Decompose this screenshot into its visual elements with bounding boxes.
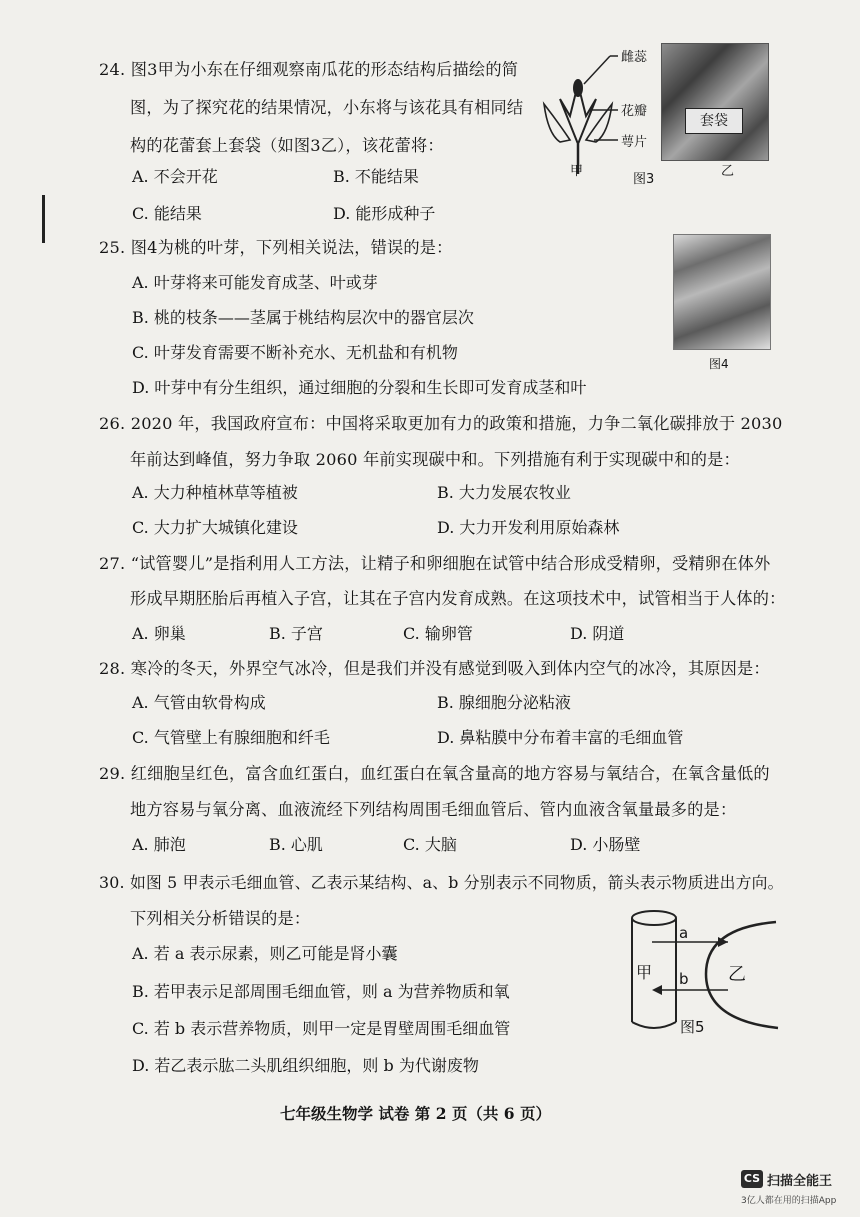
scanner-logo-icon: CS [741,1170,763,1188]
q26-line1: 26. 2020 年，我国政府宣布：中国将采取更加有力的政策和措施，力争二氧化碳排放于 2030 [99,414,783,433]
q30-option-c: C. 若 b 表示营养物质，则甲一定是胃壁周围毛细血管 [132,1019,511,1038]
figure3-label-yi: 乙 [721,164,735,179]
q28-line1: 28. 寒冷的冬天，外界空气冰冷，但是我们并没有感觉到吸入到体内空气的冰冷，其原因是： [99,659,770,678]
q30-line2: 下列相关分析错误的是： [130,909,311,928]
q25-line1-text: 25. 图4为桃的叶芽，下列相关说法，错误的是： [99,238,453,257]
figure5-label-b: b [679,970,689,988]
q25-option-b: B. 桃的枝条——茎属于桃结构层次中的器官层次 [132,308,474,327]
q24-option-b: B. 不能结果 [333,167,419,186]
q28-option-a: A. 气管由软骨构成 [132,693,266,712]
scanner-app-name: 扫描全能王 [767,1174,833,1189]
q24-line3: 构的花蕾套上套袋（如图3乙），该花蕾将： [130,136,444,155]
q24-line2: 图，为了探究花的结果情况，小东将与该花具有相同结 [130,98,524,117]
q24-option-c: C. 能结果 [132,204,202,223]
q25-line1 [99,234,453,258]
figure4-leaf-bud-photo [673,234,771,350]
q26-line2: 年前达到峰值，努力争取 2060 年前实现碳中和。下列措施有利于实现碳中和的是： [130,450,740,469]
figure5-caption: 图5 [680,1018,705,1036]
q24-line1: 24. 图3甲为小东在仔细观察南瓜花的形态结构后描绘的简 [99,60,519,79]
q26-option-c: C. 大力扩大城镇化建设 [132,518,298,537]
q29-option-c: C. 大脑 [403,835,457,854]
q27-line2: 形成早期胚胎后再植入子宫，让其在子宫内发育成熟。在这项技术中，试管相当于人体的： [130,589,786,608]
q27-option-d: D. 阴道 [570,624,625,643]
scanner-tagline: 3亿人都在用的扫描App [741,1196,837,1206]
figure3-label-jia: 甲 [570,164,584,179]
q26-option-a: A. 大力种植林草等植被 [132,483,298,502]
q29-option-a: A. 肺泡 [132,835,186,854]
figure5-label-jia: 甲 [636,963,653,982]
q26-option-b: B. 大力发展农牧业 [437,483,571,502]
figure3-bag-label: 套袋 [685,108,743,134]
figure3-bag-photo [661,43,769,161]
q24-option-d: D. 能形成种子 [333,204,436,223]
q28-option-d: D. 鼻粘膜中分布着丰富的毛细血管 [437,728,684,747]
q30-line1: 30. 如图 5 甲表示毛细血管、乙表示某结构、a、b 分别表示不同物质，箭头表示物质进出方向。 [99,873,784,892]
figure3-label-stamen: 雌蕊 [621,50,648,65]
q24-option-a: A. 不会开花 [132,167,218,186]
q29-line1: 29. 红细胞呈红色，富含血红蛋白，血红蛋白在氧含量高的地方容易与氧结合，在氧含量低的 [99,764,770,783]
figure5-label-a: a [679,924,689,942]
q25-option-a: A. 叶芽将来可能发育成茎、叶或芽 [132,273,378,292]
q30-option-a: A. 若 a 表示尿素，则乙可能是肾小囊 [132,944,398,963]
q26-option-d: D. 大力开发利用原始森林 [437,518,620,537]
q30-option-d: D. 若乙表示肱二头肌组织细胞，则 b 为代谢废物 [132,1056,479,1075]
q27-option-a: A. 卵巢 [132,624,186,643]
figure3-caption: 图3 [633,172,655,187]
q29-option-d: D. 小肠壁 [570,835,641,854]
figure5-label-yi: 乙 [728,964,746,985]
q28-option-c: C. 气管壁上有腺细胞和纤毛 [132,728,330,747]
q25-option-c: C. 叶芽发育需要不断补充水、无机盐和有机物 [132,343,458,362]
figure3-label-petal: 花瓣 [621,104,648,119]
page-footer: 七年级生物学 试卷 第 2 页（共 6 页） [280,1104,551,1123]
q28-option-b: B. 腺细胞分泌粘液 [437,693,571,712]
q25-option-d: D. 叶芽中有分生组织，通过细胞的分裂和生长即可发育成茎和叶 [132,378,587,397]
q29-line2: 地方容易与氧分离、血液流经下列结构周围毛细血管后、管内血液含氧量最多的是： [130,800,737,819]
q30-option-b: B. 若甲表示足部周围毛细血管，则 a 为营养物质和氧 [132,982,510,1001]
figure3-label-sepal: 萼片 [621,135,648,150]
figure4-caption: 图4 [709,357,729,371]
q27-option-c: C. 输卵管 [403,624,473,643]
q27-line1: 27. “试管婴儿”是指利用人工方法，让精子和卵细胞在试管中结合形成受精卵，受精卵在体外 [99,554,771,573]
margin-mark [42,195,45,243]
q29-option-b: B. 心肌 [269,835,323,854]
q27-option-b: B. 子宫 [269,624,323,643]
